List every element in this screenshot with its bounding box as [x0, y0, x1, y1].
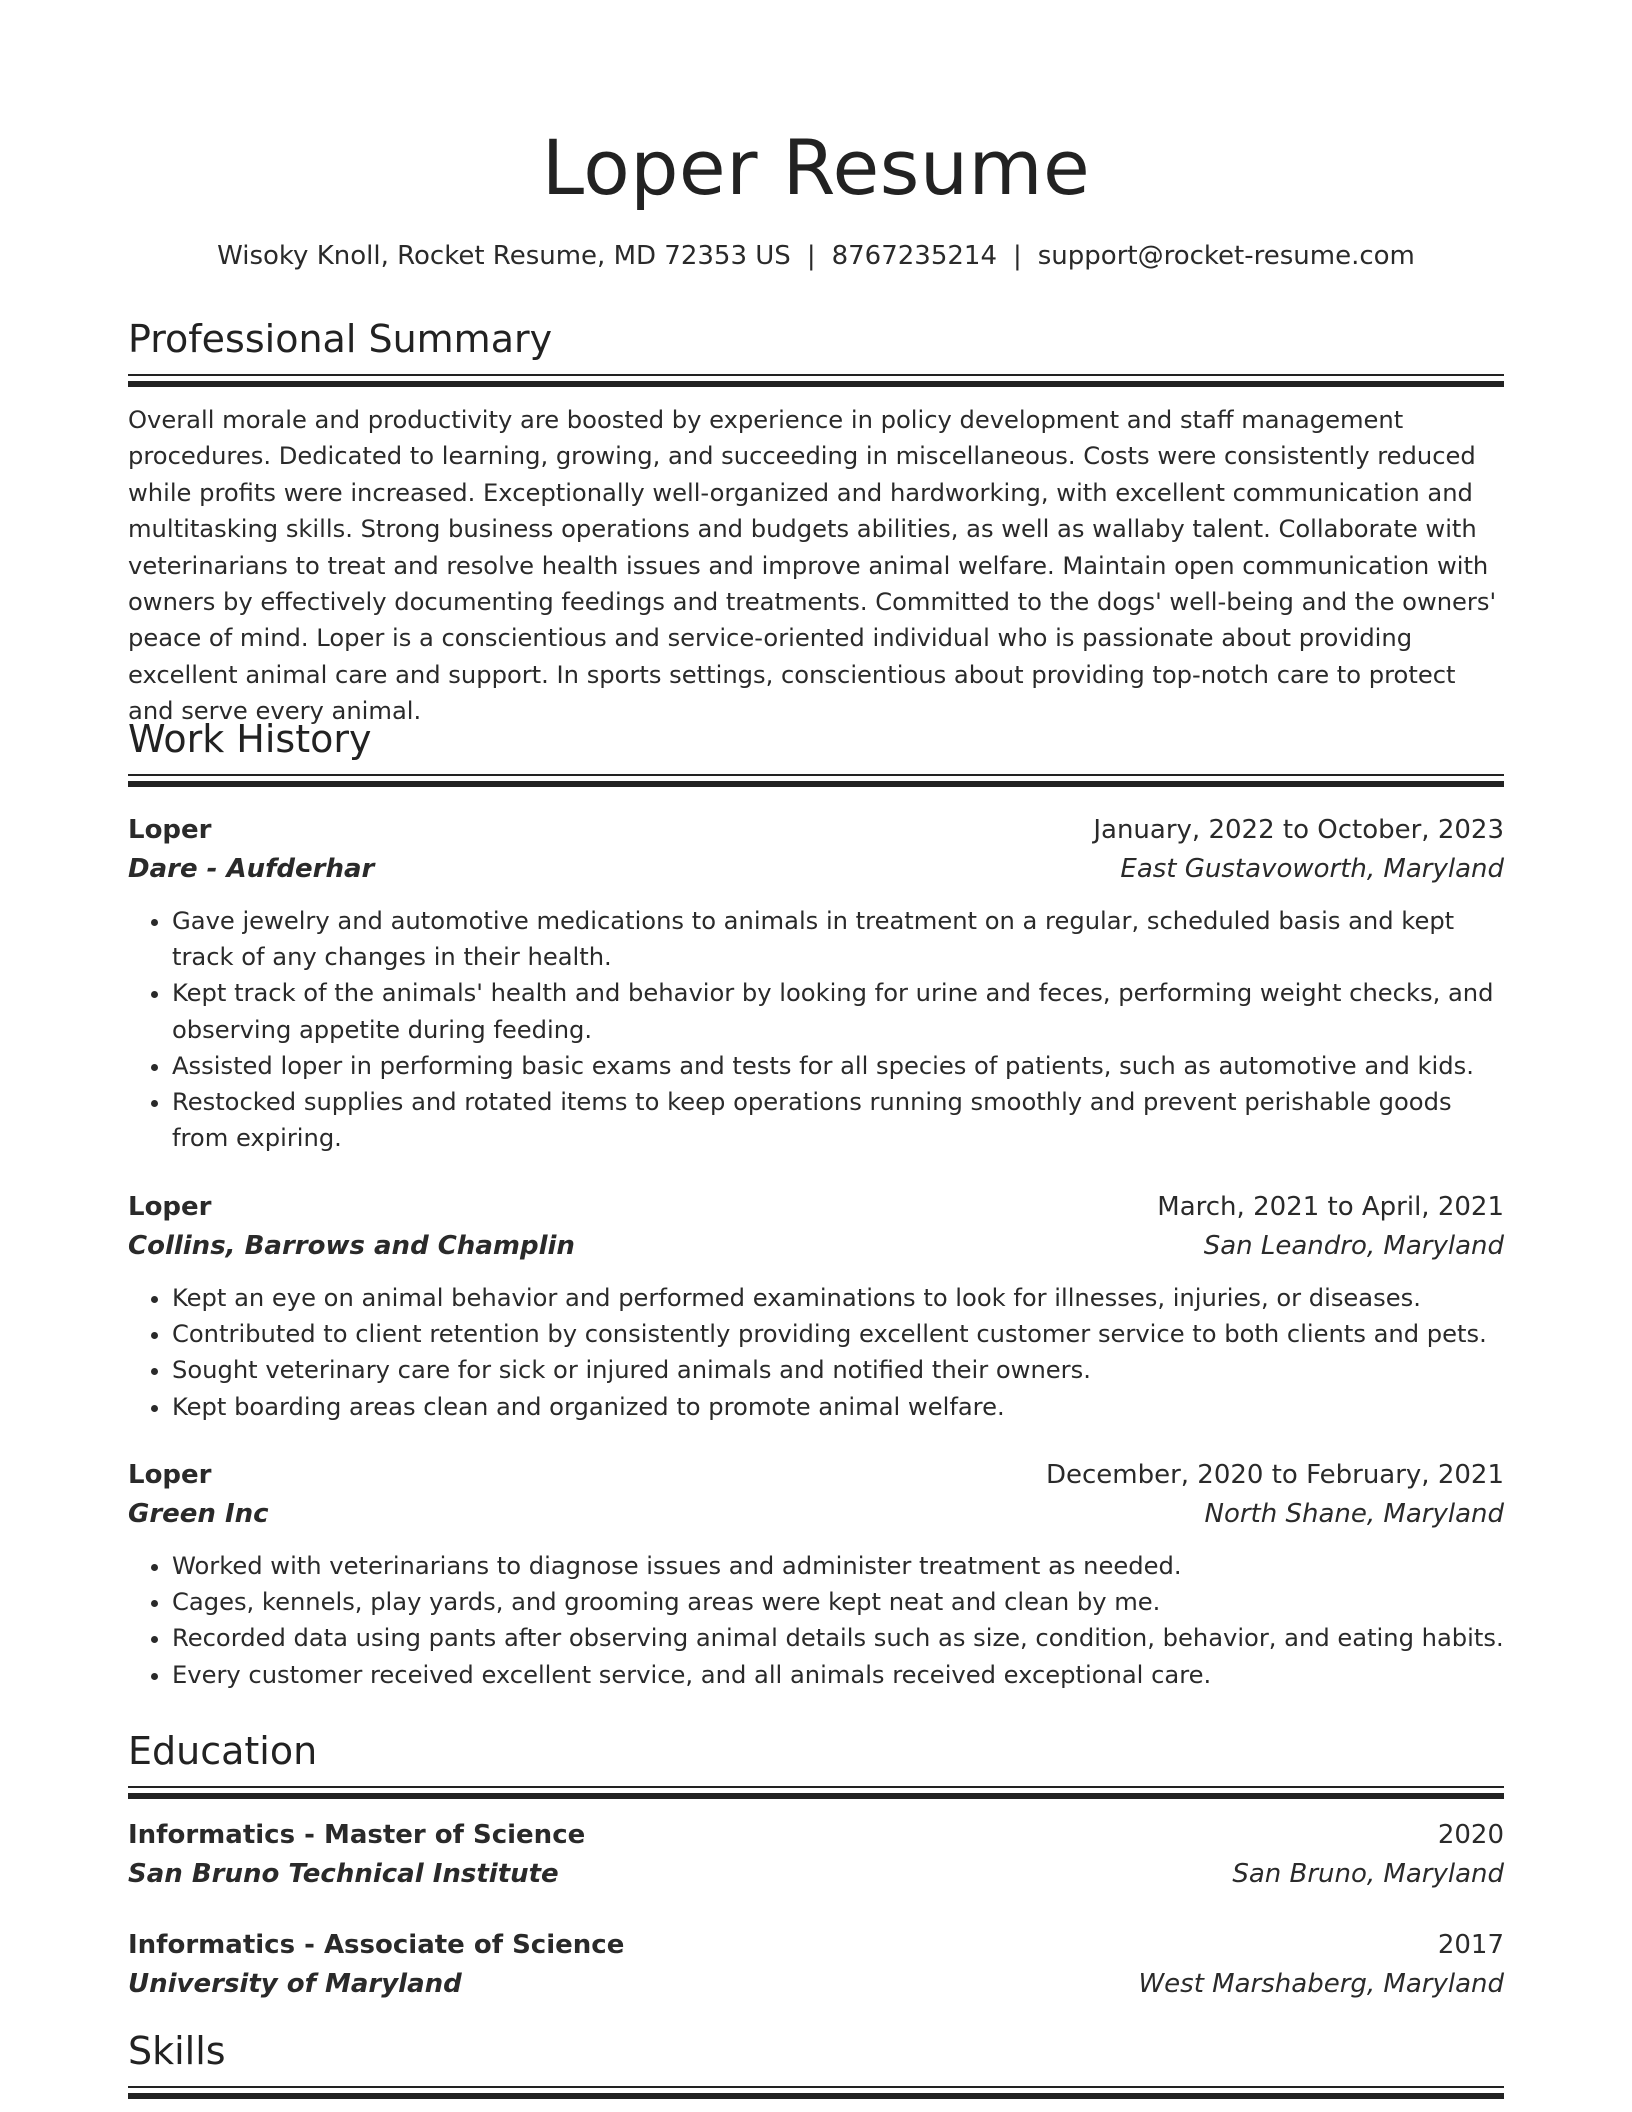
job-title: Loper: [128, 815, 212, 845]
education-school: University of Maryland: [128, 1969, 462, 1999]
contact-phone: 8767235214: [831, 241, 997, 271]
work-history-heading: Work History: [128, 717, 372, 761]
education-school: San Bruno Technical Institute: [128, 1859, 559, 1889]
job-bullet: • Cages, kennels, play yards, and grooming areas were kept neat and clean by me.: [172, 1584, 1504, 1620]
job-location: North Shane, Maryland: [1204, 1499, 1504, 1529]
job-bullet: • Worked with veterinarians to diagnose issues and administer treatment as needed.: [172, 1548, 1504, 1584]
job-entry: [128, 811, 1504, 1156]
contact-email: support@rocket-resume.com: [1037, 241, 1415, 271]
section-divider: [128, 2086, 1504, 2088]
job-bullets: [128, 1548, 1504, 1693]
education-entry: [128, 1926, 1504, 2004]
job-bullet: • Recorded data using pants after observing animal details such as size, condition, behavior, and eating habits.: [172, 1620, 1504, 1656]
job-dates: March, 2021 to April, 2021: [1157, 1192, 1504, 1222]
section-divider: [128, 1786, 1504, 1788]
section-divider: [128, 374, 1504, 376]
contact-separator: |: [806, 241, 816, 271]
section-divider: [128, 774, 1504, 776]
job-bullet: • Kept an eye on animal behavior and performed examinations to look for illnesses, injuries, or diseases.: [172, 1280, 1504, 1316]
summary-text: Overall morale and productivity are boosted by experience in policy development and staff management procedures. Dedicated to learning, growing, and succeeding in miscellaneous. Costs were consistently reduced while profits were increased. Exceptionally well-organized and hardworking, with excellent communication and multitasking skills. Strong business operations and budgets abilities, as well as wallaby talent. Collaborate with veterinarians to treat and resolve health issues and improve animal welfare. Maintain open communication with owners by effectively documenting feedings and treatments. Committed to the dogs' well-being and the owners' peace of mind. Loper is a conscientious and service-oriented individual who is passionate about providing excellent animal care and support. In sports settings, conscientious about providing top-notch care to protect and serve every animal.: [128, 406, 1497, 726]
skills-section: [128, 2026, 1504, 2088]
work-history-section: [128, 714, 1504, 776]
education-entry: [128, 1816, 1504, 1894]
education-section: [128, 1726, 1504, 1788]
contact-address: Wisoky Knoll, Rocket Resume, MD 72353 US: [217, 241, 791, 271]
job-bullet: • Gave jewelry and automotive medications to animals in treatment on a regular, scheduled basis and kept track of any changes in their health.: [172, 903, 1504, 975]
summary-heading: Professional Summary: [128, 317, 553, 361]
job-entry: [128, 1456, 1504, 1693]
job-bullet: • Kept boarding areas clean and organized to promote animal welfare.: [172, 1389, 1504, 1425]
job-bullet: • Assisted loper in performing basic exams and tests for all species of patients, such as automotive and kids.: [172, 1048, 1504, 1084]
job-bullet: • Contributed to client retention by consistently providing excellent customer service to both clients and pets.: [172, 1316, 1504, 1352]
summary-section: [128, 314, 1504, 730]
job-company: Collins, Barrows and Champlin: [128, 1231, 575, 1261]
job-bullet: • Kept track of the animals' health and behavior by looking for urine and feces, performing weight checks, and observing appetite during feeding.: [172, 975, 1504, 1047]
job-dates: December, 2020 to February, 2021: [1045, 1460, 1504, 1490]
education-year: 2017: [1437, 1930, 1504, 1960]
job-bullet: • Sought veterinary care for sick or injured animals and notified their owners.: [172, 1352, 1504, 1388]
education-degree: Informatics - Associate of Science: [128, 1930, 625, 1960]
job-title: Loper: [128, 1192, 212, 1222]
resume-name: Loper Resume: [541, 123, 1091, 212]
job-company: Dare - Aufderhar: [128, 854, 375, 884]
contact-separator: |: [1013, 241, 1022, 271]
education-year: 2020: [1437, 1820, 1504, 1850]
skills-heading: Skills: [128, 2029, 226, 2073]
job-bullets: [128, 903, 1504, 1156]
job-bullet: • Restocked supplies and rotated items to keep operations running smoothly and prevent perishable goods from expiring.: [172, 1084, 1504, 1156]
job-location: East Gustavoworth, Maryland: [1120, 854, 1504, 884]
job-bullets: [128, 1280, 1504, 1425]
contact-line: [128, 238, 1504, 274]
education-location: San Bruno, Maryland: [1232, 1859, 1504, 1889]
job-dates: January, 2022 to October, 2023: [1093, 815, 1504, 845]
job-title: Loper: [128, 1460, 212, 1490]
job-bullet: • Every customer received excellent service, and all animals received exceptional care.: [172, 1657, 1504, 1693]
job-entry: [128, 1188, 1504, 1425]
education-location: West Marshaberg, Maryland: [1138, 1969, 1504, 1999]
education-heading: Education: [128, 1729, 318, 1773]
job-location: San Leandro, Maryland: [1203, 1231, 1504, 1261]
education-degree: Informatics - Master of Science: [128, 1820, 586, 1850]
job-company: Green Inc: [128, 1499, 269, 1529]
